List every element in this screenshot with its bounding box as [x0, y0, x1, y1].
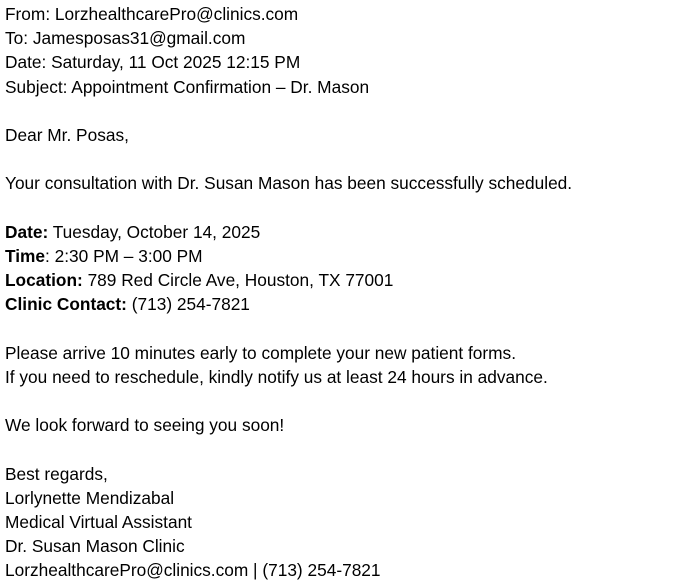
detail-contact-label: Clinic Contact: — [5, 294, 127, 315]
signature-clinic: Dr. Susan Mason Clinic — [5, 536, 185, 557]
spacer — [5, 389, 682, 413]
spacer — [5, 316, 682, 340]
intro-paragraph: Your consultation with Dr. Susan Mason has been successfully scheduled. — [5, 173, 573, 194]
detail-contact-value: (713) 254-7821 — [126, 294, 250, 315]
instruction-line: Please arrive 10 minutes early to complete your new patient forms. — [5, 342, 516, 363]
detail-date-value: Tuesday, October 14, 2025 — [48, 221, 261, 242]
detail-date-label: Date: — [5, 221, 49, 242]
detail-date — [5, 220, 682, 244]
spacer — [5, 437, 682, 461]
date-line: Date: Saturday, 11 Oct 2025 12:15 PM — [5, 52, 301, 73]
signature-name: Lorlynette Mendizabal — [5, 487, 175, 508]
email-header — [5, 2, 682, 99]
signature-block — [5, 462, 682, 583]
instructions — [5, 341, 682, 389]
instruction-line: If you need to reschedule, kindly notify us at least 24 hours in advance. — [5, 366, 548, 387]
greeting: Dear Mr. Posas, — [5, 124, 129, 145]
detail-time-value: : 2:30 PM – 3:00 PM — [45, 245, 203, 266]
to-line: To: Jamesposas31@gmail.com — [5, 28, 246, 49]
detail-contact — [5, 292, 682, 316]
appointment-details — [5, 220, 682, 317]
spacer — [5, 99, 682, 123]
detail-location-label: Location: — [5, 270, 83, 291]
spacer — [5, 147, 682, 171]
closing-note: We look forward to seeing you soon! — [5, 415, 285, 436]
spacer — [5, 196, 682, 220]
detail-location-value: 789 Red Circle Ave, Houston, TX 77001 — [82, 270, 394, 291]
from-line: From: LorzhealthcarePro@clinics.com — [5, 4, 299, 24]
detail-time — [5, 244, 682, 268]
subject-line: Subject: Appointment Confirmation – Dr. Mason — [5, 76, 370, 97]
signature-title: Medical Virtual Assistant — [5, 511, 192, 532]
signature-contact: LorzhealthcarePro@clinics.com | (713) 254-7821 — [5, 560, 381, 581]
valediction: Best regards, — [5, 463, 108, 484]
detail-time-label: Time — [5, 245, 46, 266]
detail-location — [5, 268, 682, 292]
